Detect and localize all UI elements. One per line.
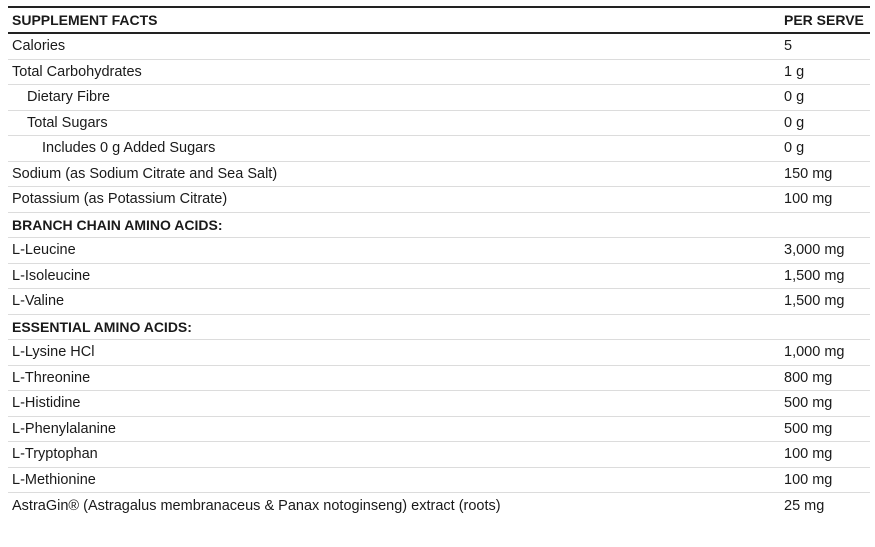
- nutrient-name: L-Phenylalanine: [12, 420, 116, 437]
- table-row-l-lysine-hcl: [8, 340, 870, 366]
- section-heading-essential-amino-acids: [8, 315, 870, 341]
- nutrient-value: 100 mg: [784, 471, 833, 488]
- table-row-dietary-fibre: [8, 85, 870, 111]
- nutrient-name: L-Threonine: [12, 369, 91, 386]
- table-row-l-threonine: [8, 366, 870, 392]
- nutrient-name: AstraGin® (Astragalus membranaceus & Panax notoginseng) extract (roots): [12, 497, 501, 514]
- table-row-potassium: [8, 187, 870, 213]
- supplement-facts-table: [8, 6, 870, 519]
- table-row-total-carbohydrates: [8, 60, 870, 86]
- table-row-calories: [8, 34, 870, 60]
- table-row-total-sugars: [8, 111, 870, 137]
- nutrient-value: 100 mg: [784, 191, 833, 208]
- nutrient-name: L-Tryptophan: [12, 446, 98, 463]
- nutrient-name: Total Sugars: [27, 114, 108, 131]
- nutrient-value: 5: [784, 38, 793, 55]
- nutrient-name: L-Lysine HCl: [12, 344, 95, 361]
- table-row-l-leucine: [8, 238, 870, 264]
- nutrient-name: Potassium (as Potassium Citrate): [12, 191, 228, 208]
- nutrient-value: 0 g: [784, 89, 805, 106]
- table-row-l-tryptophan: [8, 442, 870, 468]
- section-heading-bcaa: [8, 213, 870, 239]
- section-title: BRANCH CHAIN AMINO ACIDS:: [12, 216, 223, 233]
- nutrient-value: 0 g: [784, 114, 805, 131]
- header-per-serve: PER SERVE: [784, 12, 864, 28]
- nutrient-value: 100 mg: [784, 446, 833, 463]
- nutrient-value: 0 g: [784, 140, 805, 157]
- table-row-l-methionine: [8, 468, 870, 494]
- nutrient-name: L-Valine: [12, 293, 65, 310]
- section-title: ESSENTIAL AMINO ACIDS:: [12, 318, 192, 335]
- nutrient-name: L-Isoleucine: [12, 267, 91, 284]
- table-header: [8, 8, 870, 34]
- nutrient-value: 800 mg: [784, 369, 833, 386]
- nutrient-name: Dietary Fibre: [27, 89, 110, 106]
- nutrient-name: L-Histidine: [12, 395, 81, 412]
- nutrient-value: 150 mg: [784, 165, 833, 182]
- nutrient-name: Sodium (as Sodium Citrate and Sea Salt): [12, 165, 278, 182]
- nutrient-name: L-Leucine: [12, 242, 76, 259]
- table-row-l-histidine: [8, 391, 870, 417]
- header-title: SUPPLEMENT FACTS: [12, 12, 158, 28]
- nutrient-value: 1,500 mg: [784, 293, 845, 310]
- table-row-l-valine: [8, 289, 870, 315]
- nutrient-value: 500 mg: [784, 420, 833, 437]
- nutrient-value: 1 g: [784, 63, 805, 80]
- nutrient-name: L-Methionine: [12, 471, 96, 488]
- table-row-l-phenylalanine: [8, 417, 870, 443]
- table-row-astragin: [8, 493, 870, 519]
- table-row-l-isoleucine: [8, 264, 870, 290]
- nutrient-value: 3,000 mg: [784, 242, 845, 259]
- nutrient-value: 1,000 mg: [784, 344, 845, 361]
- table-row-sodium: [8, 162, 870, 188]
- nutrient-name: Includes 0 g Added Sugars: [42, 140, 216, 157]
- nutrient-value: 500 mg: [784, 395, 833, 412]
- nutrient-value: 1,500 mg: [784, 267, 845, 284]
- nutrient-value: 25 mg: [784, 497, 825, 514]
- nutrient-name: Total Carbohydrates: [12, 63, 142, 80]
- table-row-added-sugars: [8, 136, 870, 162]
- nutrient-name: Calories: [12, 38, 66, 55]
